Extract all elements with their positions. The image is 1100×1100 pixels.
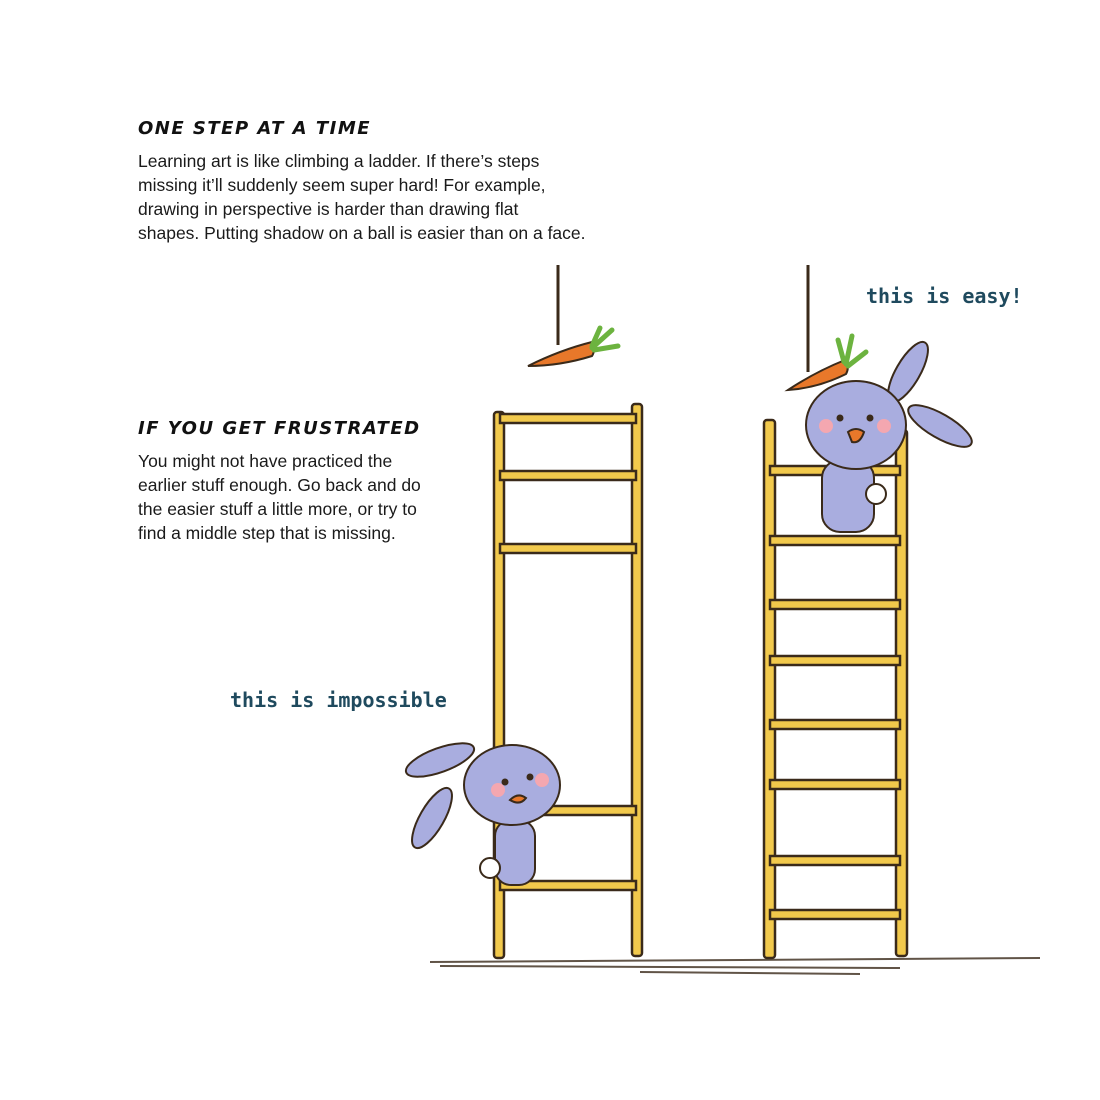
paragraph-line: missing it’ll suddenly seem super hard! For example, xyxy=(138,175,546,195)
section-heading-one-step: ONE STEP AT A TIME xyxy=(138,118,372,139)
paragraph-line: You might not have practiced the xyxy=(138,451,393,471)
paragraph-line: drawing in perspective is harder than drawing flat xyxy=(138,199,519,219)
paragraph-line: Learning art is like climbing a ladder. If there’s steps xyxy=(138,151,540,171)
paragraph-line: find a middle step that is missing. xyxy=(138,523,396,543)
carrot-icon-left xyxy=(528,328,618,366)
bunny-frustrated xyxy=(402,736,560,885)
paragraph-line: the easier stuff a little more, or try to xyxy=(138,499,417,519)
paragraph-line: earlier stuff enough. Go back and do xyxy=(138,475,421,495)
caption-impossible: this is impossible xyxy=(230,688,447,712)
ground-line xyxy=(430,958,1040,974)
section-heading-frustrated: IF YOU GET FRUSTRATED xyxy=(138,418,421,439)
caption-easy: this is easy! xyxy=(866,284,1023,308)
paragraph-line: shapes. Putting shadow on a ball is easier than on a face. xyxy=(138,223,586,243)
